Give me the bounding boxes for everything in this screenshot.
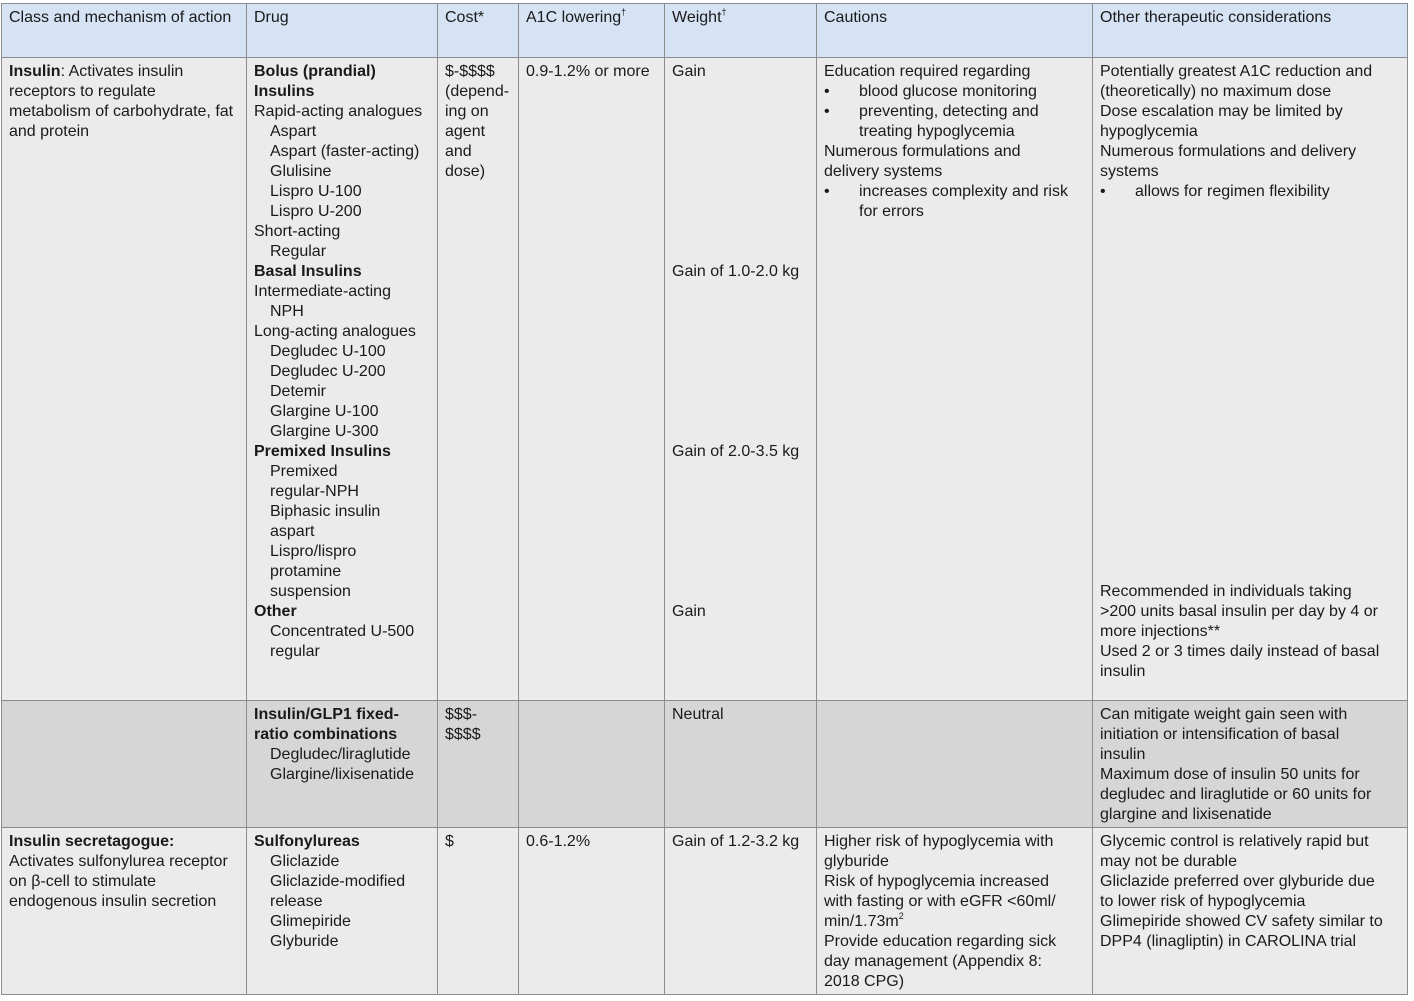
table-row-secretagogue bbox=[2, 828, 1408, 995]
header-class: Class and mechanism of action bbox=[2, 4, 247, 58]
header-a1c: A1C lowering† bbox=[519, 4, 665, 58]
header-drug: Drug bbox=[247, 4, 438, 58]
drug-comparison-table bbox=[1, 3, 1408, 995]
list-item: • allows for regimen flexibility bbox=[1100, 183, 1330, 200]
insulin-class-cell: Insulin: Activates insulin receptors to regulate metabolism of carbohydrate, fat and protein bbox=[2, 58, 247, 701]
fixed-ratio-class-cell bbox=[2, 701, 247, 828]
header-cost: Cost* bbox=[438, 4, 519, 58]
fixed-ratio-other-cell: Can mitigate weight gain seen with initiation or intensification of basal insulin Maximum dose of insulin 50 units for degludec and liraglutide or 60 units for glargine and lixisenatide bbox=[1093, 701, 1408, 828]
secretagogue-class-cell: Insulin secretagogue: Activates sulfonylurea receptor on β-cell to stimulate endogenous insulin secretion bbox=[2, 828, 247, 995]
fixed-ratio-cost-cell: $$$- $$$$ bbox=[438, 701, 519, 828]
secretagogue-cautions-cell: Higher risk of hypoglycemia with glyburide Risk of hypoglycemia increased with fasting or with eGFR <60ml/ $\min/1.73m^2$ Provide education regarding sick day management (Appendix 8: 2018 CPG) bbox=[817, 828, 1093, 995]
header-other: Other therapeutic considerations bbox=[1093, 4, 1408, 58]
secretagogue-other-cell: Glycemic control is relatively rapid but may not be durable Gliclazide preferred over glyburide due to lower risk of hypoglycemia Glimepiride showed CV safety similar to DPP4 (linagliptin) in CAROLINA trial bbox=[1093, 828, 1408, 995]
list-item: • blood glucose monitoring bbox=[824, 83, 1037, 100]
fixed-ratio-a1c-cell bbox=[519, 701, 665, 828]
secretagogue-cost-cell: $ bbox=[438, 828, 519, 995]
fixed-ratio-drug-cell: Insulin/GLP1 fixed- ratio combinations Degludec/liraglutide Glargine/lixisenatide bbox=[247, 701, 438, 828]
header-cautions: Cautions bbox=[817, 4, 1093, 58]
header-weight: Weight† bbox=[665, 4, 817, 58]
insulin-cost-cell: $-$$$$ (depend- ing on agent and dose) bbox=[438, 58, 519, 701]
insulin-a1c-cell: 0.9-1.2% or more bbox=[519, 58, 665, 701]
insulin-drug-cell: Bolus (prandial) Insulins Rapid-acting analogues Aspart Aspart (faster-acting) Glulisine Lispro U-100 Lispro U-200 Short-acting Regular Basal Insulins Intermediate-acting NPH Long-acting analogues Degludec U-100 Degludec U-200 Detemir Glargine U-100 Glargine U-300 Premixed Insulins Premixed regular-NPH Biphasic insulin aspart Lispro/lispro protamine suspension Other Concentrated U-500 regular bbox=[247, 58, 438, 701]
insulin-cautions-cell: Education required regarding • blood glucose monitoring • preventing, detecting and treating hypoglycemia Numerous formulations and delivery systems • increases complexity and risk for errors bbox=[817, 58, 1093, 701]
secretagogue-weight-cell: Gain of 1.2-3.2 kg bbox=[665, 828, 817, 995]
header-row bbox=[2, 4, 1408, 58]
secretagogue-a1c-cell: 0.6-1.2% bbox=[519, 828, 665, 995]
secretagogue-drug-cell: Sulfonylureas Gliclazide Gliclazide-modified release Glimepiride Glyburide bbox=[247, 828, 438, 995]
list-item: • increases complexity and risk for errors bbox=[824, 183, 1068, 220]
table-row-fixed-ratio bbox=[2, 701, 1408, 828]
insulin-weight-cell: Gain Gain of 1.0-2.0 kg Gain of 2.0-3.5 kg Gain bbox=[665, 58, 817, 701]
table-row-insulin bbox=[2, 58, 1408, 701]
fixed-ratio-weight-cell: Neutral bbox=[665, 701, 817, 828]
insulin-other-cell: Potentially greatest A1C reduction and (theoretically) no maximum dose Dose escalation may be limited by hypoglycemia Numerous formulations and delivery systems • allows for regimen flexibility Recommended in individuals taking >200 units basal insulin per day by 4 or more injections** Used 2 or 3 times daily instead of basal insulin bbox=[1093, 58, 1408, 701]
list-item: • preventing, detecting and treating hypoglycemia bbox=[824, 103, 1039, 140]
fixed-ratio-cautions-cell bbox=[817, 701, 1093, 828]
